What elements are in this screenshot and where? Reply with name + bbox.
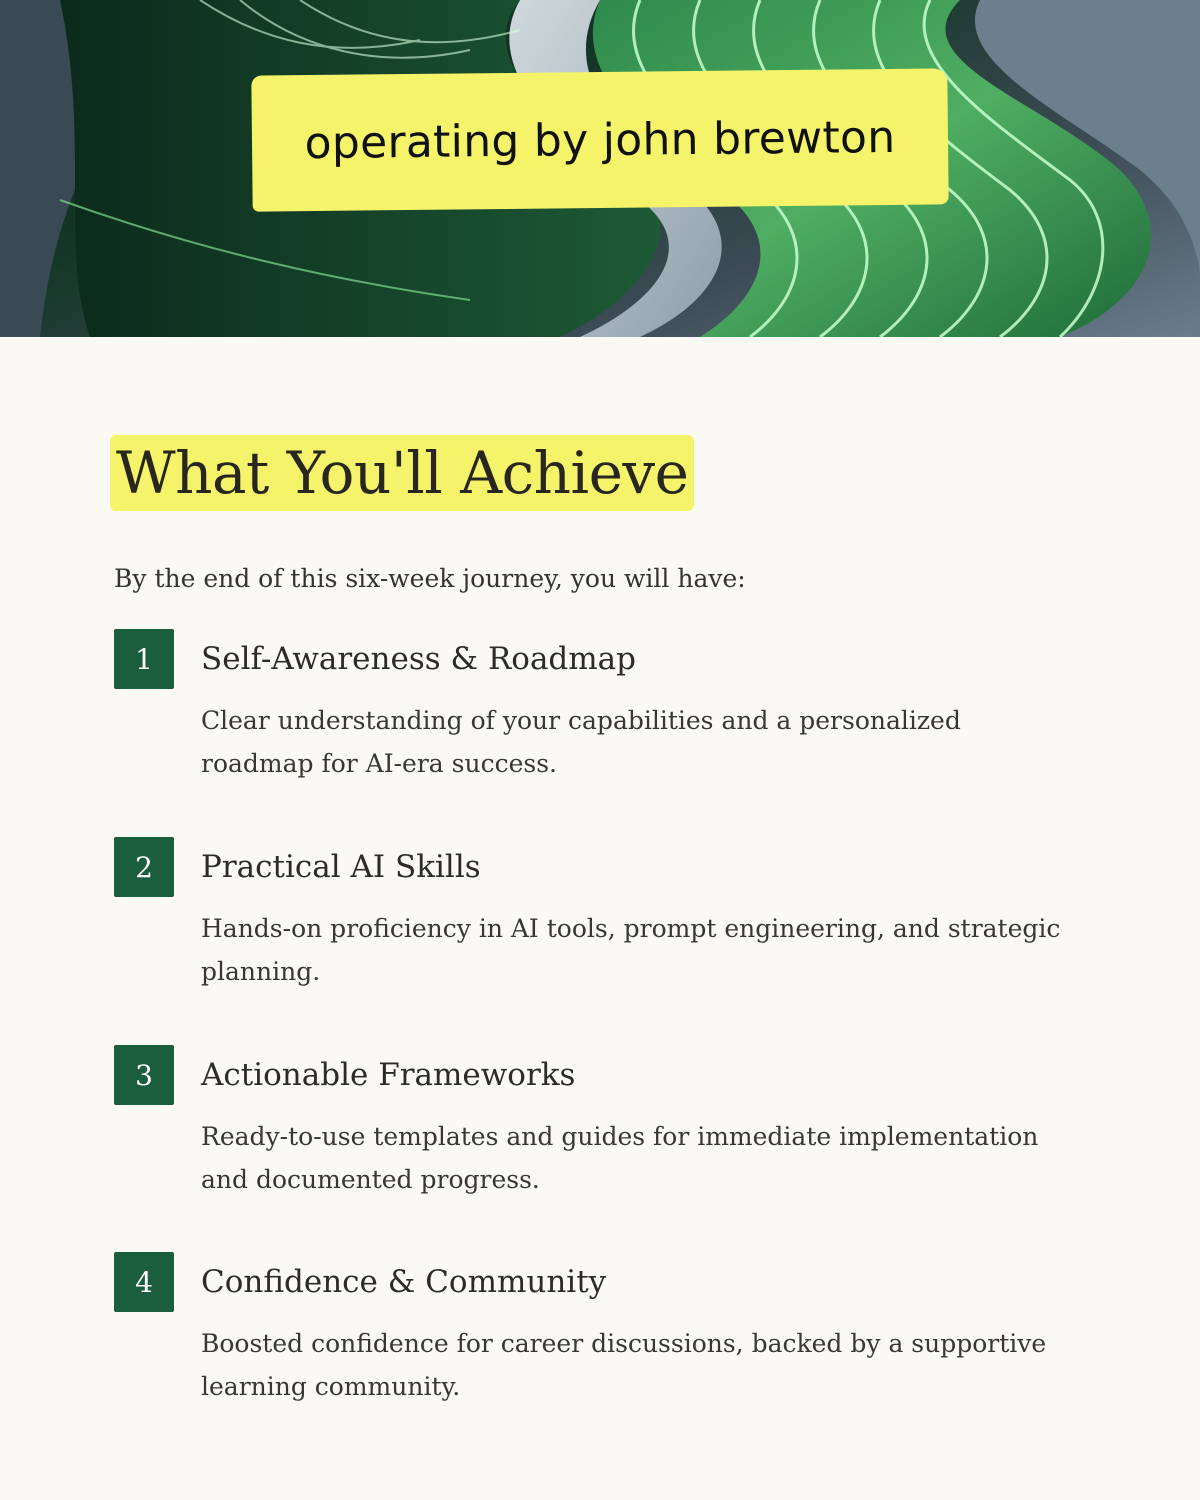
- item-title: Self-Awareness & Roadmap: [201, 641, 636, 677]
- item-number-badge: 4: [114, 1252, 174, 1312]
- item-number-badge: 1: [114, 629, 174, 689]
- item-title: Actionable Frameworks: [201, 1057, 576, 1093]
- hero-title-tag: [251, 68, 948, 211]
- item-description: Clear understanding of your capabilities and a personalized roadmap for AI-era success.: [201, 706, 961, 778]
- item-description: Ready-to-use templates and guides for immediate implementation and documented progress.: [201, 1122, 1039, 1194]
- hero-banner: [0, 0, 1200, 337]
- item-number-badge: 3: [114, 1045, 174, 1105]
- item-title: Practical AI Skills: [201, 849, 481, 885]
- item-description: Hands-on proficiency in AI tools, prompt engineering, and strategic planning.: [201, 914, 1061, 986]
- intro-text: By the end of this six-week journey, you will have:: [114, 564, 746, 593]
- item-title: Confidence & Community: [201, 1264, 607, 1300]
- page-title: What You'll Achieve: [116, 439, 689, 507]
- section-heading-highlight: [110, 435, 694, 511]
- item-number-badge: 2: [114, 837, 174, 897]
- item-description: Boosted confidence for career discussions, backed by a supportive learning community.: [201, 1329, 1047, 1401]
- hero-title: operating by john brewton: [304, 111, 896, 169]
